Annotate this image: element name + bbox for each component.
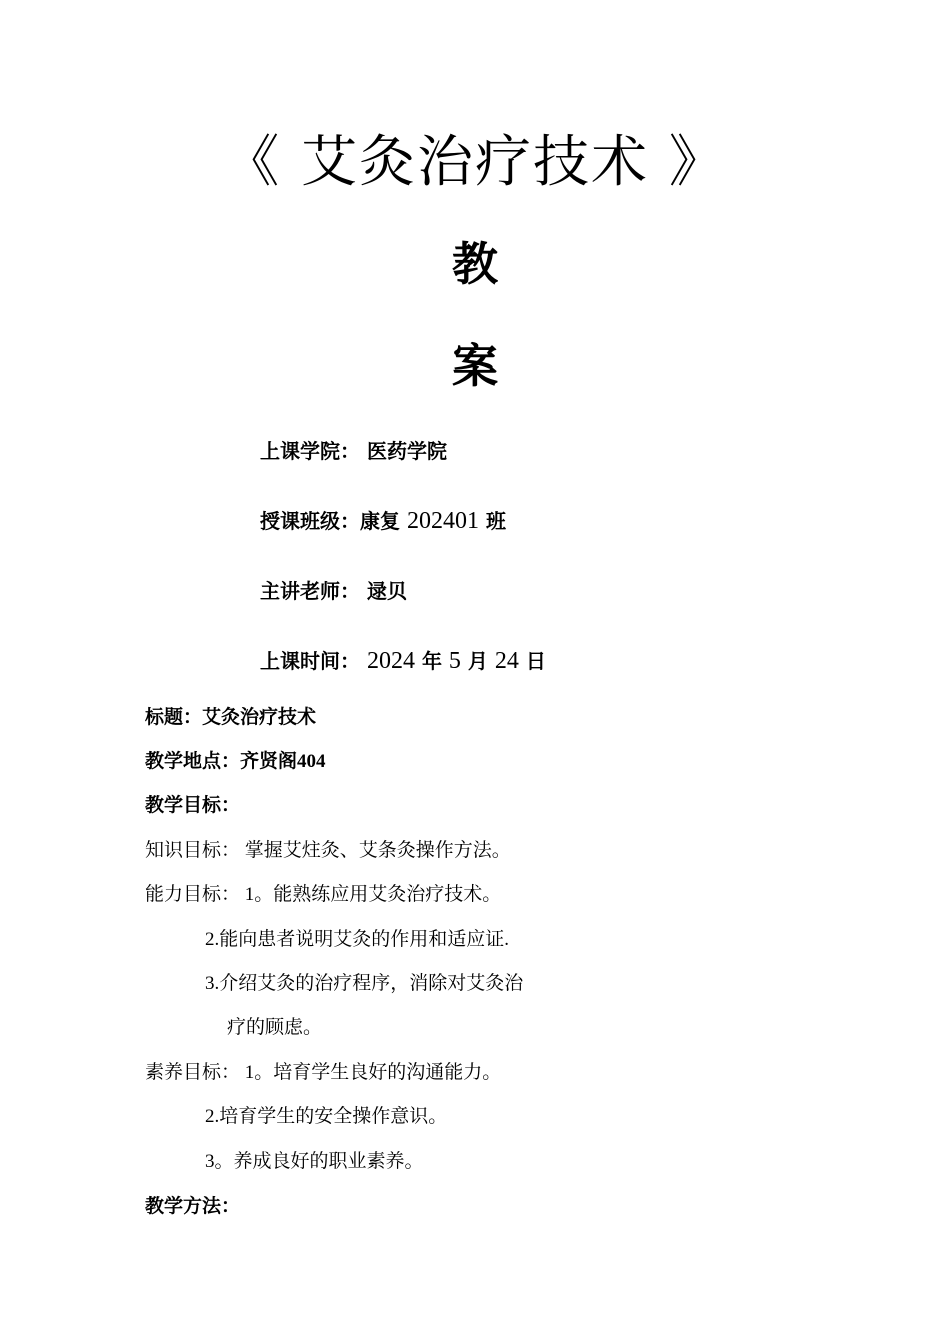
ability-objective-1: 能力目标： 1。能熟练应用艾灸治疗技术。 bbox=[145, 884, 502, 905]
ability-objective-2: 2.能向患者说明艾灸的作用和适应证. bbox=[205, 929, 510, 950]
meta-time-year: 2024 bbox=[366, 648, 415, 674]
meta-college-label: 上课学院： bbox=[260, 439, 360, 463]
quality-objective-3: 3。养成良好的职业素养。 bbox=[205, 1151, 424, 1172]
knowledge-objective: 知识目标： 掌握艾炷灸、艾条灸操作方法。 bbox=[145, 840, 511, 861]
location-line: 教学地点：齐贤阁404 bbox=[145, 751, 326, 772]
meta-time-year-unit: 年 bbox=[421, 649, 442, 673]
meta-teacher-value: 逯贝 bbox=[366, 579, 407, 603]
meta-class-row bbox=[260, 505, 506, 537]
meta-time-row bbox=[260, 645, 546, 677]
meta-time-label: 上课时间： bbox=[260, 649, 360, 673]
quality-objective-1: 素养目标： 1。培育学生良好的沟通能力。 bbox=[145, 1062, 502, 1083]
ability-objective-3b: 疗的顾虑。 bbox=[227, 1017, 323, 1038]
quality-objective-2: 2.培育学生的安全操作意识。 bbox=[205, 1106, 448, 1127]
meta-time-day-unit: 日 bbox=[525, 649, 546, 673]
topic-line: 标题：艾灸治疗技术 bbox=[145, 707, 317, 728]
methods-heading: 教学方法： bbox=[145, 1196, 241, 1217]
meta-time-month-unit: 月 bbox=[467, 649, 488, 673]
cover-char-jiao: 教 bbox=[452, 237, 498, 291]
meta-teacher-row bbox=[260, 575, 407, 607]
meta-class-number: 202401 bbox=[406, 508, 479, 534]
cover-char-an: 案 bbox=[452, 339, 498, 393]
cover-title: 《 艾灸治疗技术 》 bbox=[223, 130, 727, 195]
meta-class-prefix: 康复 bbox=[360, 509, 400, 533]
meta-college-row bbox=[260, 435, 447, 467]
meta-class-suffix: 班 bbox=[485, 509, 506, 533]
meta-college-value: 医药学院 bbox=[366, 439, 447, 463]
meta-time-month: 5 bbox=[448, 648, 461, 674]
objectives-heading: 教学目标： bbox=[145, 795, 241, 816]
meta-teacher-label: 主讲老师： bbox=[260, 579, 360, 603]
meta-time-day: 24 bbox=[494, 648, 519, 674]
meta-class-label: 授课班级： bbox=[260, 509, 360, 533]
ability-objective-3a: 3.介绍艾灸的治疗程序，消除对艾灸治 bbox=[205, 973, 524, 994]
